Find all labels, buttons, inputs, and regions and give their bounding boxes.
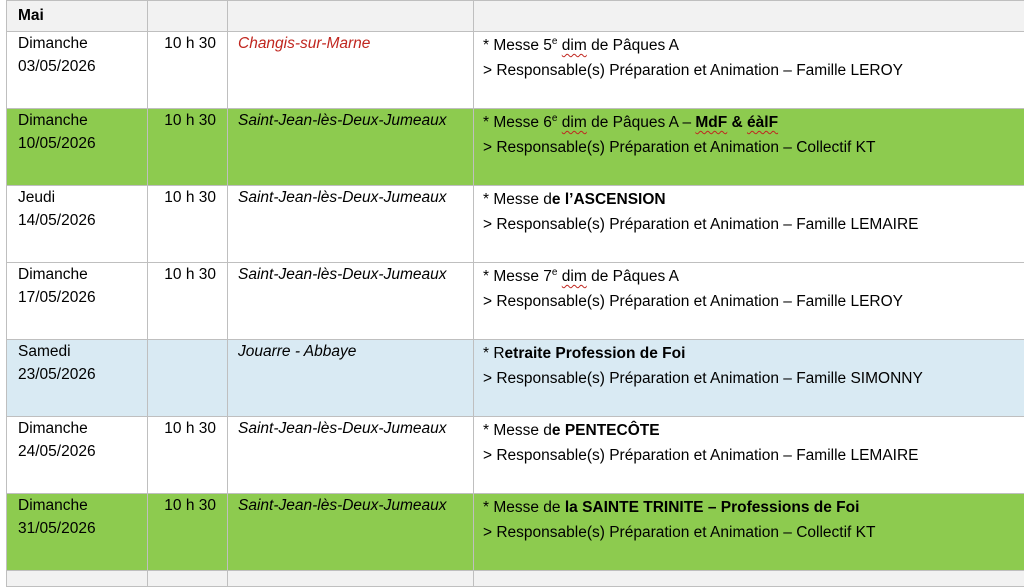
schedule-row (7, 263, 1024, 340)
time-cell: 10 h 30 (148, 32, 228, 109)
place-cell: Saint-Jean-lès-Deux-Jumeaux (228, 109, 474, 186)
place-cell: Saint-Jean-lès-Deux-Jumeaux (228, 417, 474, 494)
place-cell: Saint-Jean-lès-Deux-Jumeaux (228, 263, 474, 340)
description-cell: * Retraite Profession de Foi > Responsable(s) Préparation et Animation – Famille SIMONNY (474, 340, 1024, 417)
schedule-row (7, 494, 1024, 571)
place-cell: Saint-Jean-lès-Deux-Jumeaux (228, 494, 474, 571)
day-cell: Samedi 23/05/2026 (7, 340, 148, 417)
day-cell: Dimanche 03/05/2026 (7, 32, 148, 109)
time-cell: 10 h 30 (148, 417, 228, 494)
description-cell: * Messe de l’ASCENSION > Responsable(s) Préparation et Animation – Famille LEMAIRE (474, 186, 1024, 263)
schedule-row (7, 109, 1024, 186)
day-cell: Dimanche 10/05/2026 (7, 109, 148, 186)
schedule-row (7, 32, 1024, 109)
time-cell: 10 h 30 (148, 494, 228, 571)
schedule-row (7, 417, 1024, 494)
description-cell: * Messe de PENTECÔTE > Responsable(s) Préparation et Animation – Famille LEMAIRE (474, 417, 1024, 494)
place-cell: Jouarre - Abbaye (228, 340, 474, 417)
schedule-table (6, 0, 1024, 587)
description-cell: * Messe 7e dim de Pâques A > Responsable(s) Préparation et Animation – Famille LEROY (474, 263, 1024, 340)
table-footer-row (7, 571, 1024, 587)
time-cell: 10 h 30 (148, 263, 228, 340)
schedule-row (7, 186, 1024, 263)
day-cell: Dimanche 24/05/2026 (7, 417, 148, 494)
place-cell: Saint-Jean-lès-Deux-Jumeaux (228, 186, 474, 263)
month-label: Mai (7, 1, 148, 32)
day-cell: Dimanche 17/05/2026 (7, 263, 148, 340)
time-cell: 10 h 30 (148, 109, 228, 186)
description-cell: * Messe 6e dim de Pâques A – MdF & éàlF > Responsable(s) Préparation et Animation – Collectif KT (474, 109, 1024, 186)
day-cell: Dimanche 31/05/2026 (7, 494, 148, 571)
description-cell: * Messe 5e dim de Pâques A > Responsable(s) Préparation et Animation – Famille LEROY (474, 32, 1024, 109)
month-header-row (7, 1, 1024, 32)
description-cell: * Messe de la SAINTE TRINITE – Professions de Foi > Responsable(s) Préparation et Animation – Collectif KT (474, 494, 1024, 571)
time-cell (148, 340, 228, 417)
day-cell: Jeudi 14/05/2026 (7, 186, 148, 263)
place-cell: Changis-sur-Marne (228, 32, 474, 109)
schedule-row (7, 340, 1024, 417)
time-cell: 10 h 30 (148, 186, 228, 263)
